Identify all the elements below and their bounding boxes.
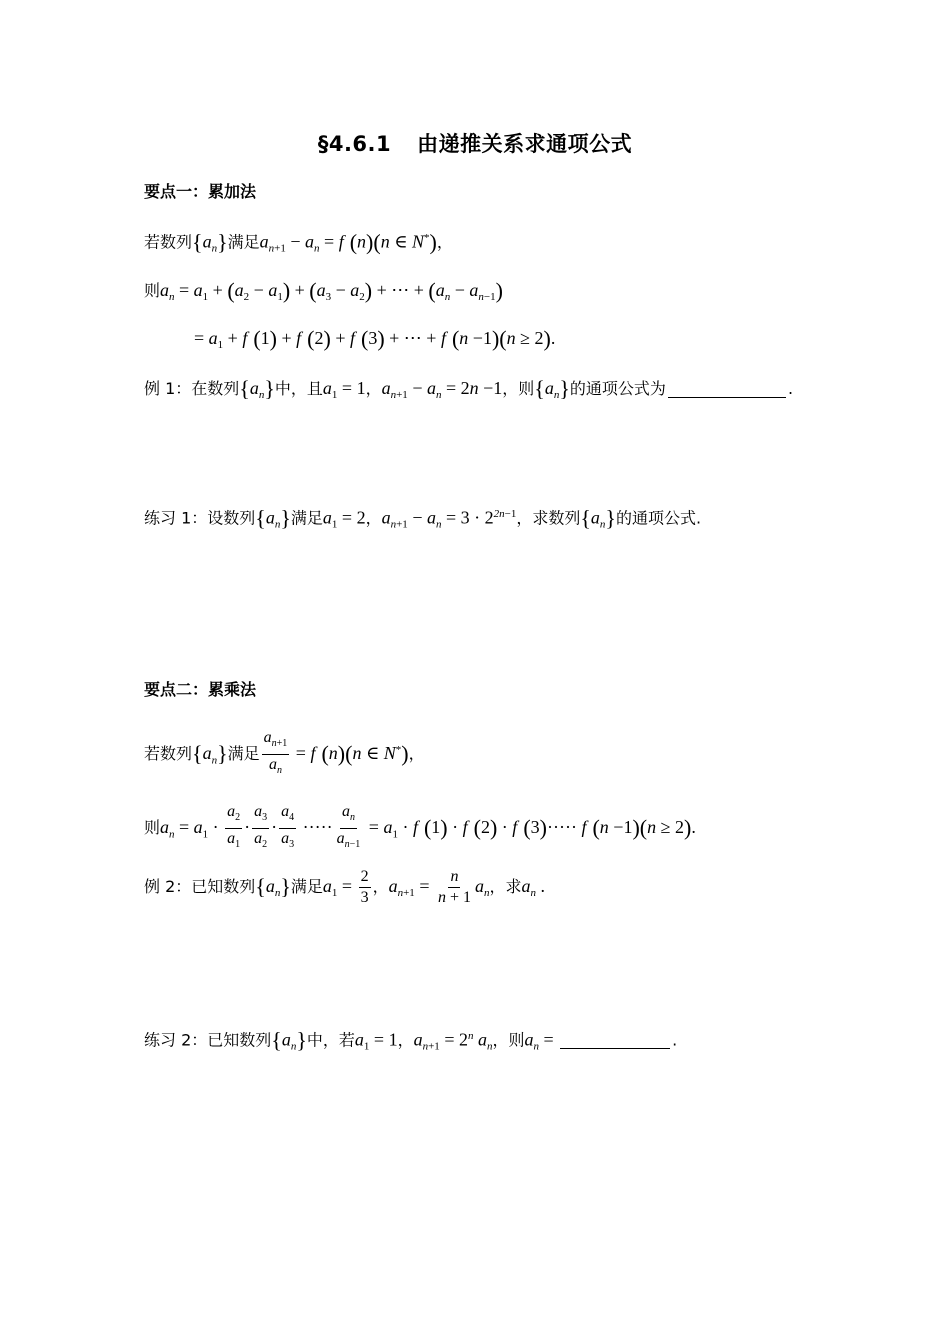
point1-condition: 若数列$\{a_n\}$满足$a_{n+1} - a_n = f$ (n)(n ∈ N*)，: [144, 229, 453, 255]
example-1: 例 1：在数列$\{a_n\}$中，且$a_1 = 1$，$a_{n+1} - a_n = 2n -1$，则$\{a_n\}$的通项公式为 .: [144, 376, 794, 402]
point2-formula: 则$a_n = a_1$ · $\frac{a_2}{a_1}$ · $\frac{a_3}{a_2}$ · $\frac{a_4}{a_3}$ ····· $\frac{a_n}{a_{n-1}}$ = $a_1 \cdot f$ (1) · f (2) · f (3)····· f (n −1)(n ≥ 2).: [144, 803, 696, 851]
point2-heading: 要点二：累乘法: [144, 680, 257, 699]
point1-formula-line2: = $a_1 + f$ (1) + f (2) + f (3) + ⋯ + f (n −1)(n ≥ 2).: [194, 326, 556, 352]
page-title: [0, 128, 950, 158]
title-text: 由递推关系求通项公式: [417, 132, 633, 156]
answer-blank-1[interactable]: [668, 379, 786, 398]
example-2: 例 2：已知数列$\{a_n\}$满足$a_1$ = $\frac{2}{3}$ ，$a_{n+1}$ = $\frac{n}{n + 1}$ $a_n$，求$a_n$ .: [144, 868, 546, 906]
practice-2: 练习 2：已知数列$\{a_n\}$中，若$a_1 = 1$，$a_{n+1} = 2^n$ $a_n$，则$a_n$ = .: [144, 1027, 678, 1053]
point1-formula-line1: 则$a_n = a_1 + (a_2 - a_1) + (a_3 - a_2)$ + ⋯ + $(a_n - a_{n-1})$: [144, 278, 503, 304]
point1-heading: 要点一：累加法: [144, 182, 257, 201]
section-number: §4.6.1: [317, 132, 392, 156]
answer-blank-2[interactable]: [560, 1030, 670, 1049]
practice-1: 练习 1：设数列$\{a_n\}$满足$a_1 = 2$，$a_{n+1} - a_n = 3 \cdot 2^{2n-1}$，求数列$\{a_n\}$的通项公式.: [144, 505, 702, 531]
point2-condition: 若数列$\{a_n\}$满足 $\frac{a_{n+1}}{a_n}$ = f (n)(n ∈ N*)，: [144, 729, 425, 777]
